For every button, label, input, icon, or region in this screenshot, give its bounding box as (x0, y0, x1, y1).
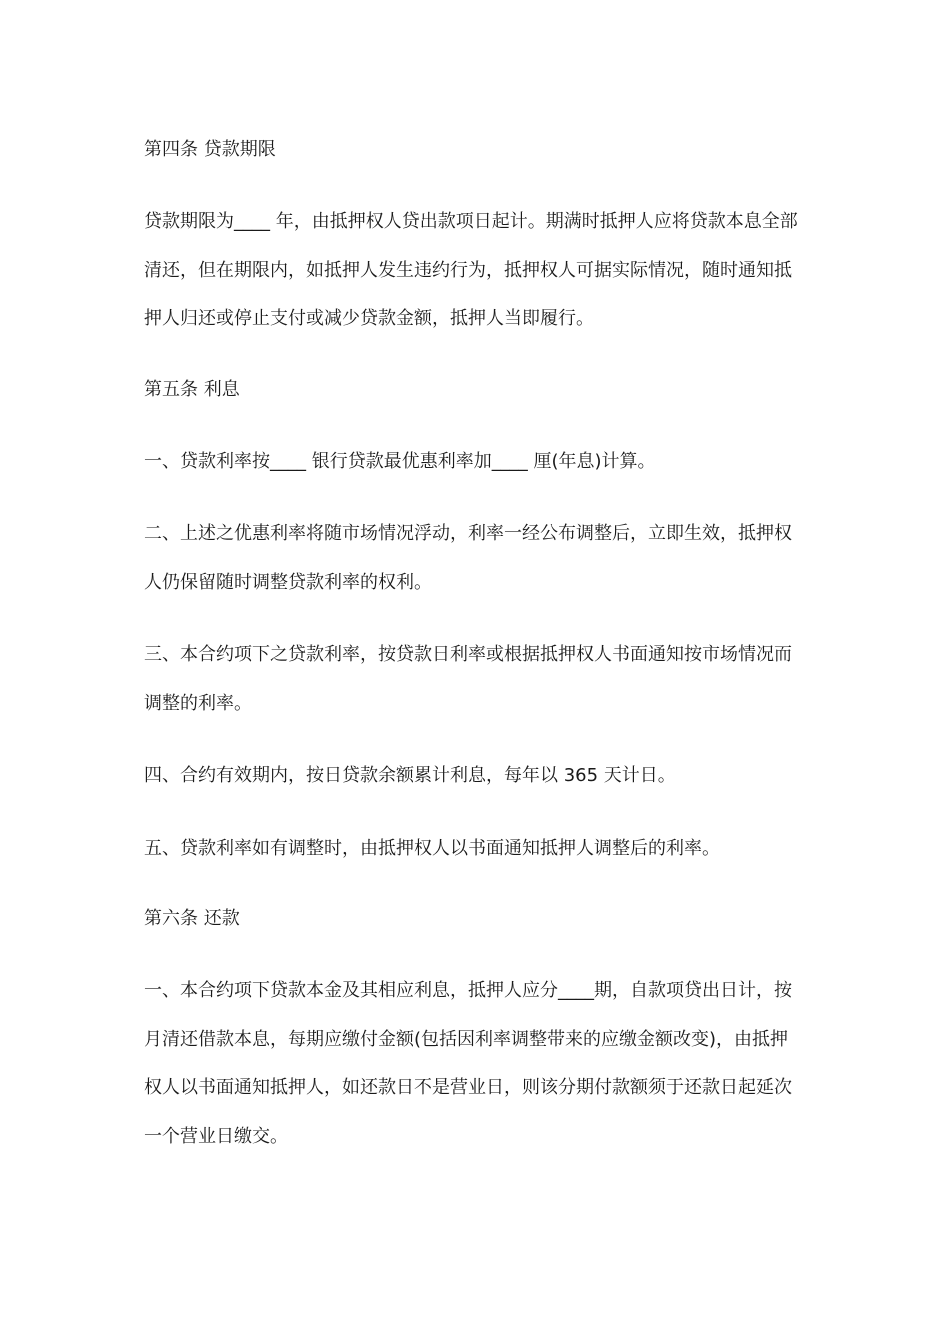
article-5-clause-5: 五、贷款利率如有调整时，由抵押权人以书面通知抵押人调整后的利率。 (144, 837, 720, 859)
article-4-heading: 第四条 贷款期限 (144, 139, 276, 160)
document-body (144, 128, 804, 1185)
article-6-heading: 第六条 还款 (144, 908, 240, 929)
article-5-clause-4: 四、合约有效期内，按日贷款余额累计利息，每年以 365 天计日。 (144, 765, 676, 786)
article-6-clause-1: 一、本合约项下贷款本金及其相应利息，抵押人应分____期，自款项贷出日计，按月清还借款本息，每期应缴付金额(包括因利率调整带来的应缴金额改变)，由抵押权人以书面通知抵押人，如还款日不是营业日，则该分期付款额须于还款日起延次一个营业日缴交。 (144, 980, 792, 1147)
article-5-clause-2: 二、上述之优惠利率将随市场情况浮动，利率一经公布调整后，立即生效，抵押权人仍保留随时调整贷款利率的权利。 (144, 523, 792, 593)
article-4-paragraph-1: 贷款期限为____ 年，由抵押权人贷出款项日起计。期满时抵押人应将贷款本息全部清还，但在期限内，如抵押人发生违约行为，抵押权人可据实际情况，随时通知抵押人归还或停止支付或减少贷款金额，抵押人当即履行。 (144, 211, 798, 329)
article-5-clause-1: 一、贷款利率按____ 银行贷款最优惠利率加____ 厘(年息)计算。 (144, 450, 656, 472)
article-5-heading: 第五条 利息 (144, 378, 240, 400)
article-5-clause-3: 三、本合约项下之贷款利率，按贷款日利率或根据抵押权人书面通知按市场情况而调整的利率。 (144, 644, 792, 714)
